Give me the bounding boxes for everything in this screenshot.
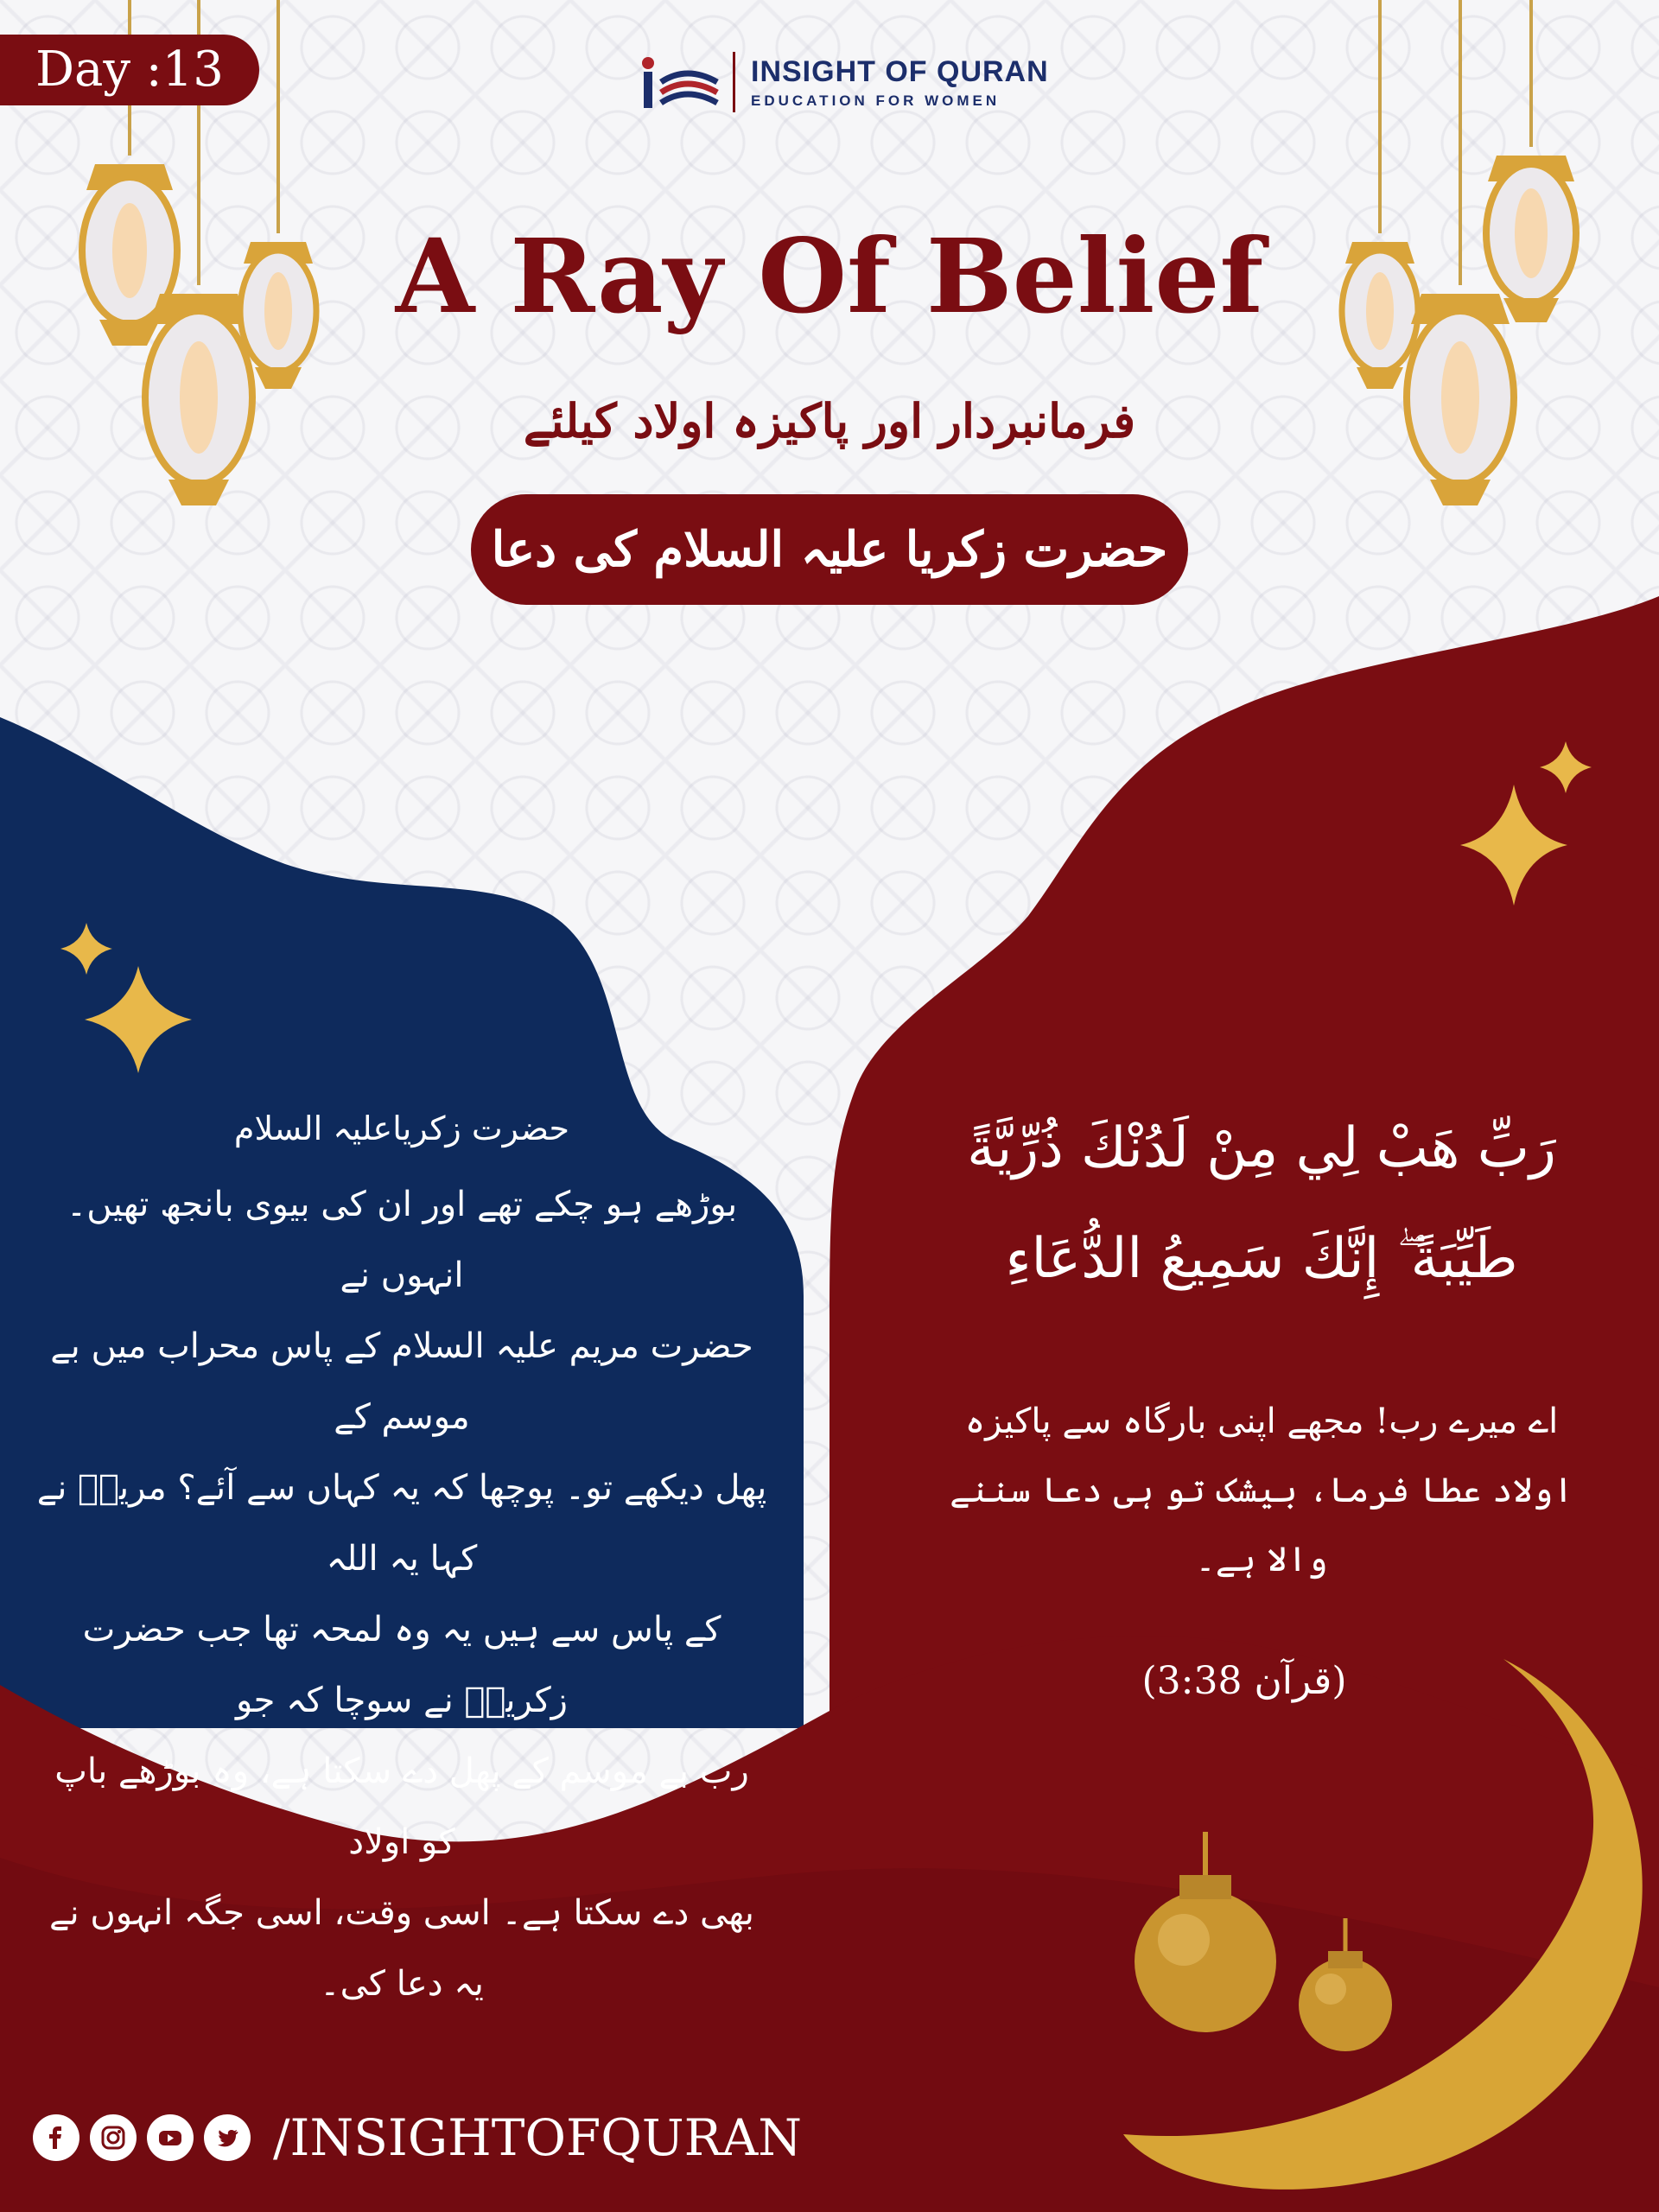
youtube-icon[interactable] [147, 2114, 194, 2161]
social-footer [33, 2108, 802, 2167]
dua-arabic-line: طَيِّبَةً ۖ إِنَّكَ سَمِيعُ الدُّعَاءِ [1005, 1227, 1518, 1291]
page-subtitle: فرمانبردار اور پاکیزہ اولاد کیلئے [523, 393, 1136, 448]
instagram-icon[interactable] [90, 2114, 137, 2161]
dua-title-pill: حضرت زکریا علیہ السلام کی دعا [471, 494, 1188, 605]
story-line: رب بے موسم کے پھل دے سکتا ہے، وہ بوڑھے باپ کو اولاد [54, 1751, 749, 1862]
day-badge: Day :13 [0, 35, 259, 105]
social-handle[interactable]: /INSIGHTOFQURAN [273, 2108, 802, 2167]
story-line: کے پاس سے ہیں یہ وہ لمحہ تھا جب حضرت زکریاؑ نے سوچا کہ جو [82, 1610, 721, 1720]
brand-tagline: EDUCATION FOR WOMEN [751, 92, 1001, 109]
dua-translation [942, 1387, 1581, 1594]
story-text [35, 1093, 769, 2019]
dua-arabic-line: رَبِّ هَبْ لِي مِنْ لَدُنْكَ ذُرِّيَّةً [967, 1116, 1556, 1180]
dua-translation-line: اے میرے رب! مجھے اپنی بارگاہ سے پاکیزہ [964, 1402, 1559, 1441]
brand-name: INSIGHT OF QURAN [751, 54, 1049, 88]
brand-logo [639, 48, 1049, 117]
page-title: A Ray Of Belief [395, 216, 1264, 336]
quran-reference: (قرآن 3:38) [1141, 1659, 1347, 1703]
brand-mark-icon [639, 48, 726, 117]
dua-arabic [959, 1093, 1564, 1314]
story-line: پھل دیکھے تو۔ پوچھا کہ یہ کہاں سے آئے؟ مریمؑ نے کہا یہ اللہ [36, 1468, 767, 1579]
twitter-icon[interactable] [204, 2114, 251, 2161]
brand-text [751, 55, 1049, 110]
facebook-icon[interactable] [33, 2114, 79, 2161]
story-line: بوڑھے ہو چکے تھے اور ان کی بیوی بانجھ تھیں۔ انہوں نے [66, 1185, 738, 1295]
story-line: حضرت مریم علیہ السلام کے پاس محراب میں بے موسم کے [50, 1326, 753, 1437]
logo-divider [733, 52, 735, 112]
story-line: بھی دے سکتا ہے۔ اسی وقت، اسی جگہ انہوں نے یہ دعا کی۔ [49, 1893, 754, 2004]
dua-translation-line: اولاد عطا فرما، بیشک تو ہی دعا سننے والا ہے۔ [950, 1471, 1573, 1580]
story-heading: حضرت زکریاعلیہ السلام [233, 1109, 570, 1147]
